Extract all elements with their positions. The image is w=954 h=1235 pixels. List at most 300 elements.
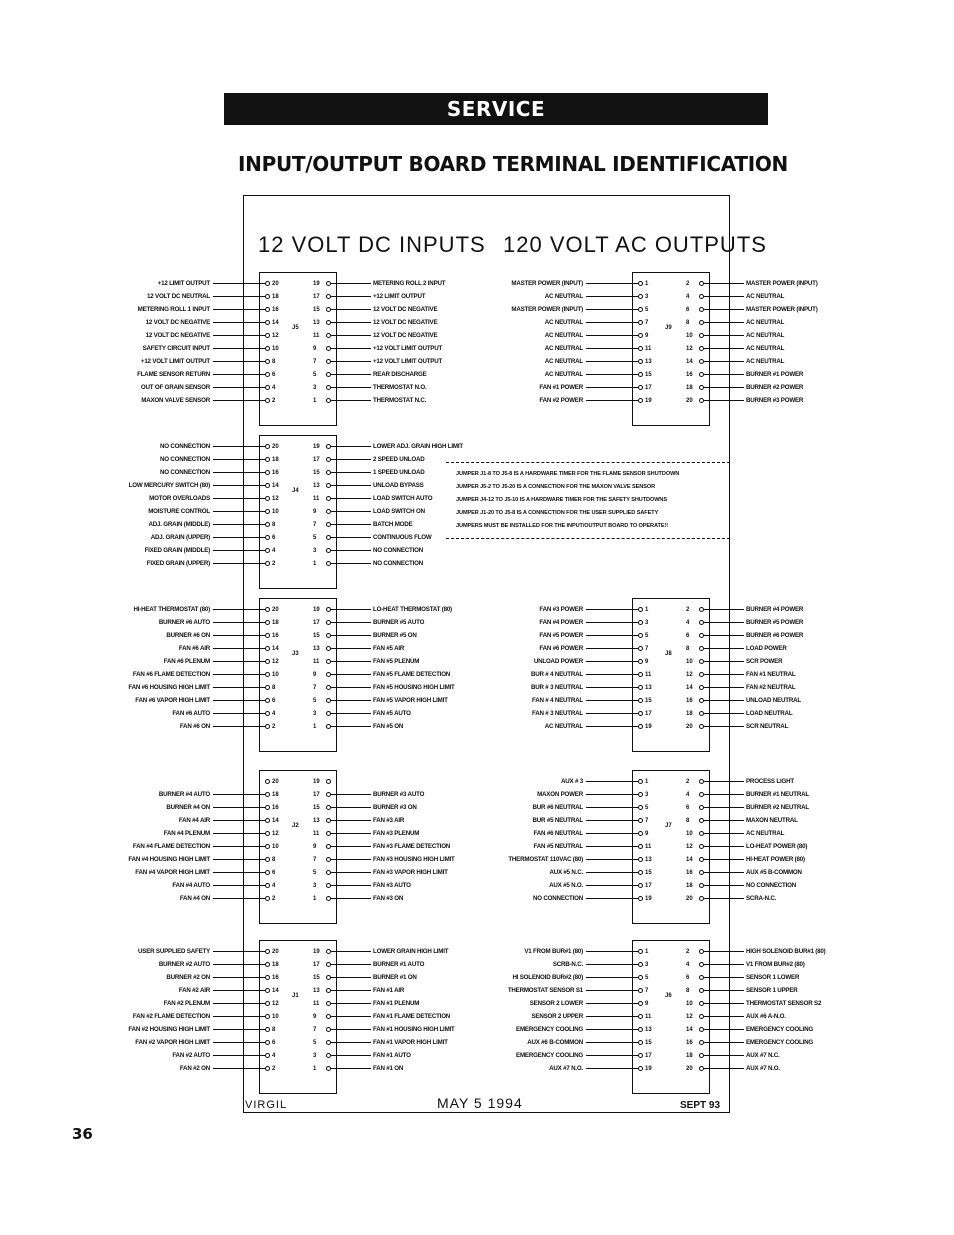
terminal-label: AUX #5 B-COMMON bbox=[746, 869, 802, 876]
terminal-row bbox=[313, 330, 438, 342]
pin-number: 19 bbox=[645, 896, 652, 902]
terminal-row bbox=[128, 480, 279, 492]
pin-number: 3 bbox=[645, 792, 649, 798]
terminal-row bbox=[178, 985, 279, 997]
pin-number: 3 bbox=[645, 294, 649, 300]
terminal-row bbox=[166, 802, 279, 814]
terminal-row bbox=[686, 1011, 786, 1023]
pin-number: 20 bbox=[686, 724, 693, 730]
terminal-label: BUR #5 NEUTRAL bbox=[532, 817, 583, 824]
pin-number: 17 bbox=[645, 385, 652, 391]
terminal-pin bbox=[265, 470, 270, 475]
pin-number: 11 bbox=[313, 1001, 320, 1007]
terminal-row bbox=[539, 630, 649, 642]
page-number: 36 bbox=[72, 1125, 93, 1143]
pin-number: 8 bbox=[272, 1027, 276, 1033]
terminal-row bbox=[686, 304, 818, 316]
terminal-row bbox=[149, 493, 279, 505]
terminal-lead bbox=[704, 400, 744, 401]
terminal-label: FAN # 4 NEUTRAL bbox=[532, 697, 583, 704]
terminal-lead bbox=[586, 635, 638, 636]
terminal-lead bbox=[331, 977, 371, 978]
terminal-label: BUR # 4 NEUTRAL bbox=[530, 671, 583, 678]
terminal-lead bbox=[704, 713, 744, 714]
terminal-row bbox=[313, 789, 425, 801]
terminal-lead bbox=[213, 951, 265, 952]
terminal-label: FAN #3 AIR bbox=[373, 817, 405, 824]
terminal-label: BURNER #1 NEUTRAL bbox=[746, 791, 809, 798]
terminal-lead bbox=[586, 374, 638, 375]
terminal-label: THERMOSTAT N.C. bbox=[373, 397, 427, 404]
terminal-label: BURNER #2 NEUTRAL bbox=[746, 804, 809, 811]
terminal-label: LOAD SWITCH AUTO bbox=[373, 495, 433, 502]
pin-number: 1 bbox=[645, 949, 649, 955]
terminal-pin bbox=[638, 949, 643, 954]
terminal-pin bbox=[265, 522, 270, 527]
terminal-lead bbox=[586, 687, 638, 688]
terminal-label: FAN #4 HOUSING HIGH LIMIT bbox=[128, 856, 210, 863]
terminal-pin bbox=[265, 975, 270, 980]
pin-number: 15 bbox=[645, 1040, 652, 1046]
terminal-row bbox=[313, 558, 423, 570]
terminal-label: LOAD POWER bbox=[746, 645, 787, 652]
terminal-label: ADJ. GRAIN (UPPER) bbox=[150, 534, 210, 541]
terminal-label: FAN #6 AIR bbox=[178, 645, 210, 652]
terminal-row bbox=[686, 617, 804, 629]
pin-number: 9 bbox=[645, 831, 649, 837]
inputs-header: 12 VOLT DC INPUTS bbox=[258, 232, 486, 257]
pin-number: 5 bbox=[313, 372, 317, 378]
pin-number: 13 bbox=[313, 320, 320, 326]
pin-number: 6 bbox=[272, 698, 276, 704]
terminal-label: METERING ROLL 1 INPUT bbox=[137, 306, 210, 313]
connector-label: J2 bbox=[292, 823, 299, 829]
pin-number: 15 bbox=[313, 470, 320, 476]
terminal-lead bbox=[213, 459, 265, 460]
terminal-pin bbox=[638, 883, 643, 888]
terminal-lead bbox=[704, 833, 744, 834]
terminal-lead bbox=[586, 1055, 638, 1056]
terminal-lead bbox=[331, 485, 371, 486]
terminal-label: +12 LIMIT OUTPUT bbox=[373, 293, 426, 300]
terminal-pin bbox=[638, 346, 643, 351]
terminal-label: MASTER POWER (INPUT) bbox=[746, 280, 818, 287]
terminal-label: FAN #1 VAPOR HIGH LIMIT bbox=[373, 1039, 448, 1046]
terminal-label: BATCH MODE bbox=[373, 521, 413, 528]
jumper-note-line: JUMPER J5-2 TO J5-20 IS A CONNECTION FOR THE MAXON VALVE SENSOR bbox=[456, 484, 656, 490]
terminal-lead bbox=[586, 846, 638, 847]
terminal-lead bbox=[331, 1016, 371, 1017]
terminal-pin bbox=[265, 883, 270, 888]
terminal-pin bbox=[265, 1027, 270, 1032]
terminal-label: V1 FROM BUR#2 (80) bbox=[746, 961, 805, 968]
terminal-label: BURNER #2 AUTO bbox=[158, 961, 210, 968]
terminal-label: THERMOSTAT N.O. bbox=[373, 384, 427, 391]
terminal-lead bbox=[331, 400, 371, 401]
terminal-label: FAN #3 PLENUM bbox=[373, 830, 420, 837]
terminal-pin bbox=[265, 307, 270, 312]
pin-number: 4 bbox=[272, 711, 276, 717]
terminal-row bbox=[146, 558, 276, 570]
terminal-pin bbox=[265, 711, 270, 716]
terminal-pin bbox=[638, 659, 643, 664]
terminal-row bbox=[313, 519, 413, 531]
terminal-row bbox=[544, 317, 649, 329]
terminal-label: FAN #2 NEUTRAL bbox=[746, 684, 796, 691]
terminal-label: METERING ROLL 2 INPUT bbox=[373, 280, 446, 287]
terminal-lead bbox=[213, 283, 265, 284]
terminal-row bbox=[539, 604, 649, 616]
terminal-pin bbox=[265, 548, 270, 553]
terminal-row bbox=[178, 815, 279, 827]
pin-number: 16 bbox=[686, 698, 693, 704]
terminal-lead bbox=[331, 885, 371, 886]
terminal-lead bbox=[331, 1055, 371, 1056]
terminal-row bbox=[686, 828, 785, 840]
pin-number: 19 bbox=[313, 949, 320, 955]
terminal-lead bbox=[704, 296, 744, 297]
terminal-pin bbox=[638, 711, 643, 716]
terminal-label: AUX #7 N.O. bbox=[549, 1065, 583, 1072]
terminal-row bbox=[172, 708, 276, 720]
terminal-lead bbox=[586, 726, 638, 727]
terminal-row bbox=[507, 985, 649, 997]
terminal-lead bbox=[331, 459, 371, 460]
terminal-pin bbox=[638, 372, 643, 377]
terminal-label: EMERGENCY COOLING bbox=[516, 1026, 583, 1033]
terminal-row bbox=[313, 695, 448, 707]
terminal-pin bbox=[265, 1066, 270, 1071]
terminal-row bbox=[533, 893, 652, 905]
terminal-label: AUX #7 N.O. bbox=[746, 1065, 780, 1072]
terminal-pin bbox=[638, 1027, 643, 1032]
terminal-lead bbox=[704, 977, 744, 978]
terminal-lead bbox=[586, 622, 638, 623]
terminal-label: LO-HEAT THERMOSTAT (80) bbox=[373, 606, 452, 613]
terminal-row bbox=[135, 867, 276, 879]
terminal-lead bbox=[704, 951, 744, 952]
pin-number: 17 bbox=[645, 1053, 652, 1059]
terminal-pin bbox=[265, 372, 270, 377]
terminal-label: NO CONNECTION bbox=[373, 560, 423, 567]
terminal-pin bbox=[638, 792, 643, 797]
terminal-lead bbox=[331, 700, 371, 701]
terminal-label: AC NEUTRAL bbox=[544, 345, 583, 352]
terminal-row bbox=[537, 789, 649, 801]
terminal-lead bbox=[331, 1068, 371, 1069]
pin-number: 4 bbox=[272, 548, 276, 554]
terminal-pin bbox=[638, 857, 643, 862]
terminal-row bbox=[686, 972, 800, 984]
terminal-label: FAN #2 VAPOR HIGH LIMIT bbox=[135, 1039, 210, 1046]
terminal-lead bbox=[586, 609, 638, 610]
terminal-lead bbox=[704, 781, 744, 782]
terminal-pin bbox=[638, 359, 643, 364]
pin-number: 19 bbox=[313, 779, 320, 785]
terminal-label: FAN #2 PLENUM bbox=[163, 1000, 210, 1007]
terminal-label: FAN #1 PLENUM bbox=[373, 1000, 420, 1007]
terminal-lead bbox=[704, 322, 744, 323]
terminal-label: SENSOR 2 LOWER bbox=[529, 1000, 583, 1007]
terminal-lead bbox=[586, 387, 638, 388]
terminal-pin bbox=[638, 672, 643, 677]
terminal-lead bbox=[586, 335, 638, 336]
terminal-label: BURNER #5 AUTO bbox=[373, 619, 425, 626]
terminal-label: MAXON VALVE SENSOR bbox=[141, 397, 210, 404]
pin-number: 20 bbox=[272, 607, 279, 613]
terminal-label: 2 SPEED UNLOAD bbox=[373, 456, 425, 463]
pin-number: 5 bbox=[645, 633, 649, 639]
terminal-pin bbox=[265, 398, 270, 403]
terminal-lead bbox=[213, 361, 265, 362]
pin-number: 15 bbox=[313, 307, 320, 313]
terminal-lead bbox=[213, 885, 265, 886]
terminal-row bbox=[172, 880, 276, 892]
pin-number: 17 bbox=[313, 457, 320, 463]
terminal-row bbox=[539, 395, 652, 407]
pin-number: 12 bbox=[272, 496, 279, 502]
pin-number: 11 bbox=[313, 496, 320, 502]
pin-number: 5 bbox=[313, 1040, 317, 1046]
pin-number: 16 bbox=[272, 805, 279, 811]
pin-number: 8 bbox=[272, 685, 276, 691]
jumper-note bbox=[446, 458, 730, 542]
pin-number: 3 bbox=[645, 962, 649, 968]
terminal-lead bbox=[331, 309, 371, 310]
terminal-row bbox=[686, 630, 804, 642]
connector-label: J9 bbox=[665, 325, 672, 331]
terminal-pin bbox=[638, 724, 643, 729]
terminal-pin bbox=[638, 844, 643, 849]
pin-number: 6 bbox=[686, 805, 690, 811]
terminal-lead bbox=[704, 794, 744, 795]
pin-number: 2 bbox=[272, 561, 276, 567]
footer-revision: SEPT 93 bbox=[680, 1100, 721, 1111]
terminal-row bbox=[533, 841, 652, 853]
terminal-row bbox=[686, 998, 822, 1010]
terminal-row bbox=[313, 867, 448, 879]
terminal-lead bbox=[586, 872, 638, 873]
pin-number: 5 bbox=[645, 805, 649, 811]
terminal-label: SAFETY CIRCUIT INPUT bbox=[142, 345, 210, 352]
terminal-label: AC NEUTRAL bbox=[544, 293, 583, 300]
terminal-row bbox=[157, 278, 279, 290]
terminal-row bbox=[529, 998, 649, 1010]
jumper-note-line: JUMPER J1-20 TO J5-8 IS A CONNECTION FOR THE USER SUPPLIED SAFETY bbox=[456, 510, 659, 516]
terminal-pin bbox=[265, 320, 270, 325]
terminal-lead bbox=[586, 361, 638, 362]
connector-label: J3 bbox=[292, 651, 299, 657]
pin-number: 12 bbox=[686, 672, 693, 678]
terminal-lead bbox=[704, 726, 744, 727]
terminal-lead bbox=[331, 687, 371, 688]
pin-number: 4 bbox=[272, 1053, 276, 1059]
terminal-row bbox=[138, 946, 279, 958]
pin-number: 6 bbox=[686, 307, 690, 313]
terminal-row bbox=[133, 604, 279, 616]
terminal-lead bbox=[331, 846, 371, 847]
terminal-row bbox=[144, 545, 276, 557]
terminal-lead bbox=[213, 348, 265, 349]
terminal-pin bbox=[265, 561, 270, 566]
terminal-pin bbox=[638, 870, 643, 875]
terminal-lead bbox=[704, 846, 744, 847]
pin-number: 1 bbox=[645, 281, 649, 287]
pin-number: 18 bbox=[272, 294, 279, 300]
terminal-label: BURNER #6 AUTO bbox=[158, 619, 210, 626]
pin-number: 8 bbox=[272, 522, 276, 528]
terminal-pin bbox=[638, 385, 643, 390]
terminal-row bbox=[163, 828, 279, 840]
pin-number: 11 bbox=[313, 831, 320, 837]
terminal-label: BUR # 3 NEUTRAL bbox=[530, 684, 583, 691]
terminal-row bbox=[160, 441, 279, 453]
terminal-label: FAN #1 FLAME DETECTION bbox=[373, 1013, 451, 1020]
pin-number: 3 bbox=[313, 883, 317, 889]
terminal-lead bbox=[213, 807, 265, 808]
terminal-lead bbox=[213, 472, 265, 473]
terminal-lead bbox=[331, 726, 371, 727]
terminal-label: AUX #5 N.C. bbox=[549, 869, 583, 876]
terminal-label: NO CONNECTION bbox=[533, 895, 583, 902]
terminal-row bbox=[313, 369, 427, 381]
terminal-lead bbox=[213, 537, 265, 538]
terminal-row bbox=[686, 1050, 780, 1062]
terminal-row bbox=[313, 1011, 451, 1023]
pin-number: 14 bbox=[272, 320, 279, 326]
terminal-row bbox=[313, 643, 405, 655]
terminal-row bbox=[544, 369, 652, 381]
terminal-lead bbox=[331, 872, 371, 873]
terminal-pin bbox=[638, 1053, 643, 1058]
terminal-label: HI SOLENOID BUR#2 (80) bbox=[512, 974, 583, 981]
terminal-lead bbox=[213, 1068, 265, 1069]
pin-number: 18 bbox=[272, 620, 279, 626]
terminal-row bbox=[313, 880, 411, 892]
terminal-label: AUX # 3 bbox=[561, 778, 583, 785]
terminal-lead bbox=[586, 820, 638, 821]
terminal-row bbox=[178, 643, 279, 655]
footer-date: MAY 5 1994 bbox=[437, 1095, 523, 1111]
terminal-pin bbox=[265, 346, 270, 351]
pin-number: 15 bbox=[645, 698, 652, 704]
pin-number: 16 bbox=[686, 870, 693, 876]
pin-number: 1 bbox=[313, 724, 317, 730]
terminal-row bbox=[524, 946, 649, 958]
terminal-row bbox=[313, 395, 427, 407]
terminal-label: BURNER #4 POWER bbox=[746, 606, 804, 613]
pin-number: 10 bbox=[272, 1014, 279, 1020]
terminal-label: FIXED GRAIN (MIDDLE) bbox=[144, 547, 210, 554]
terminal-pin bbox=[638, 962, 643, 967]
terminal-row bbox=[686, 395, 804, 407]
terminal-lead bbox=[704, 1055, 744, 1056]
terminal-label: BURNER #4 AUTO bbox=[158, 791, 210, 798]
terminal-lead bbox=[213, 700, 265, 701]
terminal-label: BURNER #1 AUTO bbox=[373, 961, 425, 968]
pin-number: 4 bbox=[686, 962, 690, 968]
terminal-label: LOAD NEUTRAL bbox=[746, 710, 793, 717]
terminal-label: AUX #6 A-N.O. bbox=[746, 1013, 786, 1020]
pin-number: 4 bbox=[686, 620, 690, 626]
terminal-label: THERMOSTAT SENSOR S1 bbox=[507, 987, 583, 994]
terminal-lead bbox=[331, 550, 371, 551]
terminal-row bbox=[160, 454, 279, 466]
terminal-pin bbox=[265, 685, 270, 690]
pin-number: 5 bbox=[313, 535, 317, 541]
terminal-lead bbox=[704, 674, 744, 675]
pin-number: 19 bbox=[313, 444, 320, 450]
terminal-lead bbox=[586, 700, 638, 701]
pin-number: 7 bbox=[645, 646, 649, 652]
pin-number: 14 bbox=[686, 359, 693, 365]
terminal-lead bbox=[213, 524, 265, 525]
terminal-label: SCRB-N.C. bbox=[552, 961, 583, 968]
terminal-row bbox=[686, 656, 783, 668]
pin-number: 5 bbox=[313, 698, 317, 704]
terminal-row bbox=[686, 867, 802, 879]
pin-number: 18 bbox=[686, 1053, 693, 1059]
pin-number: 7 bbox=[313, 685, 317, 691]
terminal-label: 1 SPEED UNLOAD bbox=[373, 469, 425, 476]
terminal-lead bbox=[213, 859, 265, 860]
terminal-label: MOTOR OVERLOADS bbox=[149, 495, 210, 502]
terminal-label: HI-HEAT POWER (80) bbox=[746, 856, 805, 863]
pin-number: 1 bbox=[645, 607, 649, 613]
terminal-pin bbox=[265, 792, 270, 797]
terminal-label: AC NEUTRAL bbox=[746, 293, 785, 300]
outputs-header: 120 VOLT AC OUTPUTS bbox=[503, 232, 767, 257]
terminal-lead bbox=[586, 1068, 638, 1069]
terminal-lead bbox=[331, 1042, 371, 1043]
terminal-lead bbox=[586, 648, 638, 649]
terminal-lead bbox=[704, 374, 744, 375]
terminal-row bbox=[549, 867, 652, 879]
terminal-lead bbox=[331, 859, 371, 860]
terminal-pin bbox=[265, 962, 270, 967]
terminal-label: CONTINUOUS FLOW bbox=[373, 534, 432, 541]
jumper-note-line: JUMPER J4-12 TO J5-10 IS A HARDWARE TIMER FOR THE SAFETY SHUTDOWNS bbox=[456, 497, 667, 503]
terminal-pin bbox=[638, 805, 643, 810]
terminal-row bbox=[313, 721, 404, 733]
terminal-row bbox=[313, 815, 405, 827]
pin-number: 17 bbox=[313, 792, 320, 798]
terminal-label: BURNER #3 ON bbox=[373, 804, 417, 811]
terminal-lead bbox=[331, 648, 371, 649]
terminal-lead bbox=[586, 661, 638, 662]
terminal-pin bbox=[265, 457, 270, 462]
terminal-row bbox=[686, 356, 785, 368]
terminal-row bbox=[147, 291, 279, 303]
pin-number: 8 bbox=[686, 646, 690, 652]
terminal-label: LOAD SWITCH ON bbox=[373, 508, 425, 515]
terminal-lead bbox=[331, 1029, 371, 1030]
terminal-row bbox=[313, 545, 423, 557]
pin-number: 8 bbox=[686, 818, 690, 824]
terminal-row bbox=[158, 617, 279, 629]
pin-number: 9 bbox=[313, 672, 317, 678]
section-banner: SERVICE bbox=[224, 93, 768, 125]
terminal-pin bbox=[265, 659, 270, 664]
terminal-pin bbox=[265, 646, 270, 651]
terminal-lead bbox=[331, 990, 371, 991]
terminal-label: FAN #3 FLAME DETECTION bbox=[373, 843, 451, 850]
terminal-pin bbox=[265, 1053, 270, 1058]
terminal-label: ADJ. GRAIN (MIDDLE) bbox=[148, 521, 210, 528]
pin-number: 10 bbox=[686, 333, 693, 339]
terminal-row bbox=[140, 382, 276, 394]
terminal-lead bbox=[331, 524, 371, 525]
